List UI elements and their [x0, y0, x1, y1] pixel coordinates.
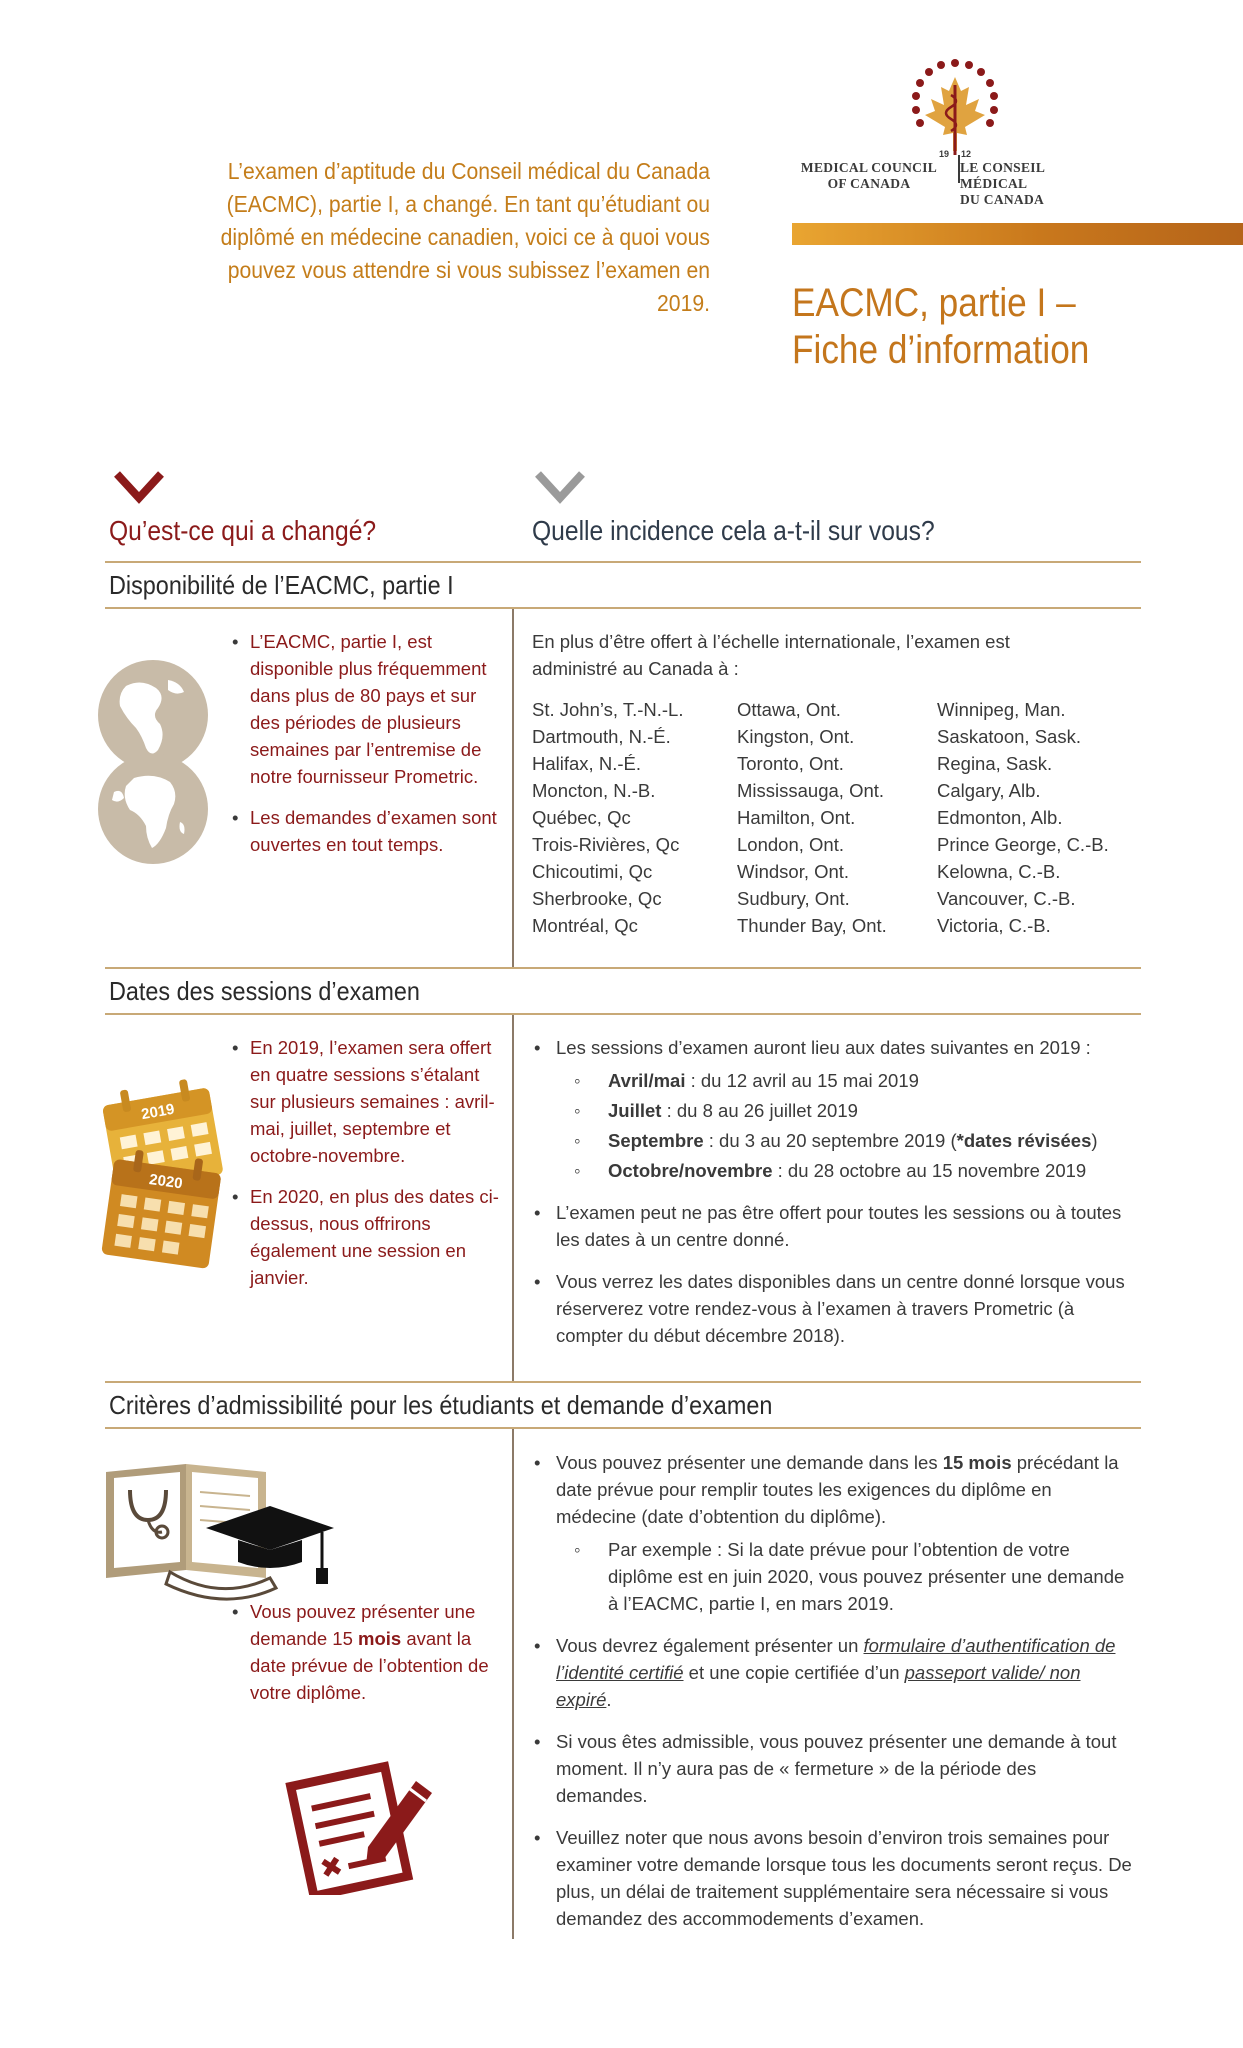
- example-sublist: [556, 1536, 1132, 1617]
- city-item: Saskatoon, Sask.: [937, 726, 1081, 747]
- application-form-icon: [280, 1755, 440, 1895]
- logo-en-line2: OF CANADA: [827, 176, 911, 191]
- column-heading-impact: Quelle incidence cela a-t-il sur vous?: [532, 515, 935, 546]
- divider-section1: [512, 609, 514, 967]
- session-label: Avril/mai: [608, 1070, 686, 1091]
- globe-africa-icon: [96, 752, 210, 866]
- rule-top: [105, 561, 1141, 563]
- city-item: Thunder Bay, Ont.: [737, 915, 887, 936]
- revised-dates-note: *dates révisées: [956, 1130, 1092, 1151]
- city-item: Moncton, N.-B.: [532, 780, 656, 801]
- session-dates: : du 12 avril au 15 mai 2019: [685, 1070, 919, 1091]
- city-column-3: [937, 696, 1109, 939]
- session-dates: : du 8 au 26 juillet 2019: [661, 1100, 858, 1121]
- logo-fr-line2: DU CANADA: [960, 192, 1045, 207]
- session-item: [556, 1157, 1132, 1184]
- city-item: Chicoutimi, Qc: [532, 861, 653, 882]
- rule-section2: [105, 1013, 1141, 1015]
- list-item: • Si vous êtes admissible, vous pouvez présenter une demande à tout moment. Il n’y aura pas de « fermeture » de la période des demandes.: [532, 1728, 1132, 1809]
- logo-en-line1: MEDICAL COUNCIL: [800, 160, 938, 175]
- list-item: • En 2020, en plus des dates ci-dessus, nous offrirons également une session en janvier.: [232, 1183, 502, 1291]
- city-item: Windsor, Ont.: [737, 861, 850, 882]
- city-item: London, Ont.: [737, 834, 844, 855]
- calendar-year-2020: 2020: [148, 1170, 184, 1193]
- r1-text-b: 15 mois: [942, 1452, 1012, 1473]
- book-graduation-cap-icon: [100, 1462, 340, 1612]
- example-item: ◦ Par exemple : Si la date prévue pour l’obtention de votre diplôme est en juin 2020, vous pouvez présenter une demande à l’EACMC, partie I, en mars 2019.: [556, 1536, 1132, 1617]
- sessions-intro: Les sessions d’examen auront lieu aux dates suivantes en 2019 :: [556, 1037, 1091, 1058]
- column-heading-changes: Qu’est-ce qui a changé?: [109, 515, 377, 546]
- city-item: Winnipeg, Man.: [937, 699, 1066, 720]
- rule-section2-top: [105, 967, 1141, 969]
- title-line-2: Fiche d’information: [792, 328, 1090, 372]
- session-dates: : du 28 octobre au 15 novembre 2019: [772, 1160, 1087, 1181]
- city-item: Québec, Qc: [532, 807, 631, 828]
- divider-section3: [512, 1429, 514, 1939]
- session-dates: : du 3 au 20 septembre 2019 (: [703, 1130, 957, 1151]
- title-line-1: EACMC, partie I –: [792, 281, 1076, 325]
- city-column-2: [737, 696, 887, 939]
- logo-english: [800, 160, 938, 192]
- list-item: • En 2019, l’examen sera offert en quatre sessions s’étalant sur plusieurs semaines : avril-mai, juillet, septembre et octobre-novembre.: [232, 1034, 502, 1169]
- logo-year-left: 19: [939, 149, 950, 159]
- city-item: Sudbury, Ont.: [737, 888, 850, 909]
- divider-section2: [512, 1015, 514, 1381]
- section-title-dates: Dates des sessions d’examen: [109, 976, 420, 1006]
- city-item: Sherbrooke, Qc: [532, 888, 662, 909]
- city-item: Trois-Rivières, Qc: [532, 834, 680, 855]
- session-close-paren: ): [1091, 1130, 1098, 1151]
- r1-text-c: précédant la date prévue pour remplir toutes les exigences du diplôme en médecine (date d’obtention du diplôme).: [556, 1452, 1119, 1527]
- logo-fr-line1: LE CONSEIL MÉDICAL: [960, 160, 1045, 191]
- city-item: Prince George, C.-B.: [937, 834, 1109, 855]
- eligibility-change-text: [232, 1598, 500, 1706]
- list-item: [532, 1449, 1132, 1617]
- r2-text-c: .: [606, 1689, 612, 1710]
- chevron-down-gray-icon: [534, 470, 586, 504]
- logo-year-right: 12: [961, 149, 972, 159]
- city-item: Hamilton, Ont.: [737, 807, 856, 828]
- chevron-down-red-icon: [113, 470, 165, 504]
- eligibility-text-a: Vous pouvez présenter une demande 15: [250, 1601, 476, 1649]
- section-title-availability: Disponibilité de l’EACMC, partie I: [109, 570, 454, 600]
- city-item: Ottawa, Ont.: [737, 699, 841, 720]
- rule-section1: [105, 607, 1141, 609]
- session-item: [556, 1067, 1132, 1094]
- city-item: Montréal, Qc: [532, 915, 638, 936]
- calendar-year-2019: 2019: [140, 1100, 176, 1124]
- maple-leaf-emblem-icon: [895, 55, 1015, 165]
- session-label: Septembre: [608, 1130, 704, 1151]
- list-item: • Vous verrez les dates disponibles dans un centre donné lorsque vous réserverez votre rendez-vous à l’examen à travers Prometric (à compter du début décembre 2018).: [532, 1268, 1132, 1349]
- dates-impact-list: [532, 1034, 1132, 1364]
- list-item: • Les demandes d’examen sont ouvertes en tout temps.: [232, 804, 502, 858]
- city-item: Regina, Sask.: [937, 753, 1053, 774]
- logo-french: [960, 160, 1112, 208]
- session-item: [556, 1127, 1132, 1154]
- city-item: Edmonton, Alb.: [937, 807, 1063, 828]
- city-item: Vancouver, C.-B.: [937, 888, 1076, 909]
- rule-section3-top: [105, 1381, 1141, 1383]
- city-item: Victoria, C.-B.: [937, 915, 1051, 936]
- calendar-2020-icon: [92, 1142, 232, 1276]
- city-item: Toronto, Ont.: [737, 753, 844, 774]
- document-title: [792, 280, 1089, 374]
- eligibility-text-b: mois: [358, 1628, 402, 1649]
- sessions-list: [556, 1067, 1132, 1184]
- eligibility-text-c: avant la date prévue de l’obtention de votre diplôme.: [250, 1628, 489, 1703]
- intro-text: L’examen d’aptitude du Conseil médical du Canada (EACMC), partie I, a changé. En tant qu’étudiant ou diplômé en médecine canadien, voici ce à quoi vous pouvez vous attendre si vous subissez l’examen en 2019.: [220, 158, 711, 316]
- availability-changes-list: [232, 628, 502, 872]
- list-item: [532, 1632, 1132, 1713]
- dates-changes-list: [232, 1034, 502, 1305]
- availability-intro: En plus d’être offert à l’échelle internationale, l’examen est administré au Canada à :: [532, 631, 1010, 679]
- list-item: • L’examen peut ne pas être offert pour toutes les sessions ou à toutes les dates à un centre donné.: [532, 1199, 1132, 1253]
- city-item: Kingston, Ont.: [737, 726, 855, 747]
- mcc-logo: [800, 55, 1110, 207]
- list-item: [532, 1034, 1132, 1184]
- r1-text-a: Vous pouvez présenter une demande dans les: [556, 1452, 943, 1473]
- r2-text-b: et une copie certifiée d’un: [683, 1662, 905, 1683]
- eligibility-impact-list: [532, 1449, 1132, 1947]
- passport-link[interactable]: passeport valide/ non expiré: [556, 1662, 1081, 1710]
- title-bar: [792, 223, 1243, 245]
- identity-form-link[interactable]: formulaire d’authentification de l’identité certifié: [556, 1635, 1116, 1683]
- list-item: • L’EACMC, partie I, est disponible plus fréquemment dans plus de 80 pays et sur des périodes de plusieurs semaines par l’entremise de notre fournisseur Prometric.: [232, 628, 502, 790]
- session-item: [556, 1097, 1132, 1124]
- list-item: • Veuillez noter que nous avons besoin d’environ trois semaines pour examiner votre demande lorsque tous les documents seront reçus. De plus, un délai de traitement supplémentaire sera nécessaire si vous demandez des accommodements d’examen.: [532, 1824, 1132, 1932]
- city-item: Kelowna, C.-B.: [937, 861, 1061, 882]
- r2-text-a: Vous devrez également présenter un: [556, 1635, 864, 1656]
- city-item: Halifax, N.-É.: [532, 753, 641, 774]
- bullet: •: [232, 1601, 239, 1622]
- rule-section3: [105, 1427, 1141, 1429]
- city-item: St. John’s, T.-N.-L.: [532, 699, 684, 720]
- session-label: Octobre/novembre: [608, 1160, 773, 1181]
- city-column-1: [532, 696, 684, 939]
- section-title-eligibility: Critères d’admissibilité pour les étudiants et demande d’examen: [109, 1390, 773, 1420]
- city-item: Calgary, Alb.: [937, 780, 1041, 801]
- session-label: Juillet: [608, 1100, 662, 1121]
- city-item: Mississauga, Ont.: [737, 780, 885, 801]
- city-item: Dartmouth, N.-É.: [532, 726, 671, 747]
